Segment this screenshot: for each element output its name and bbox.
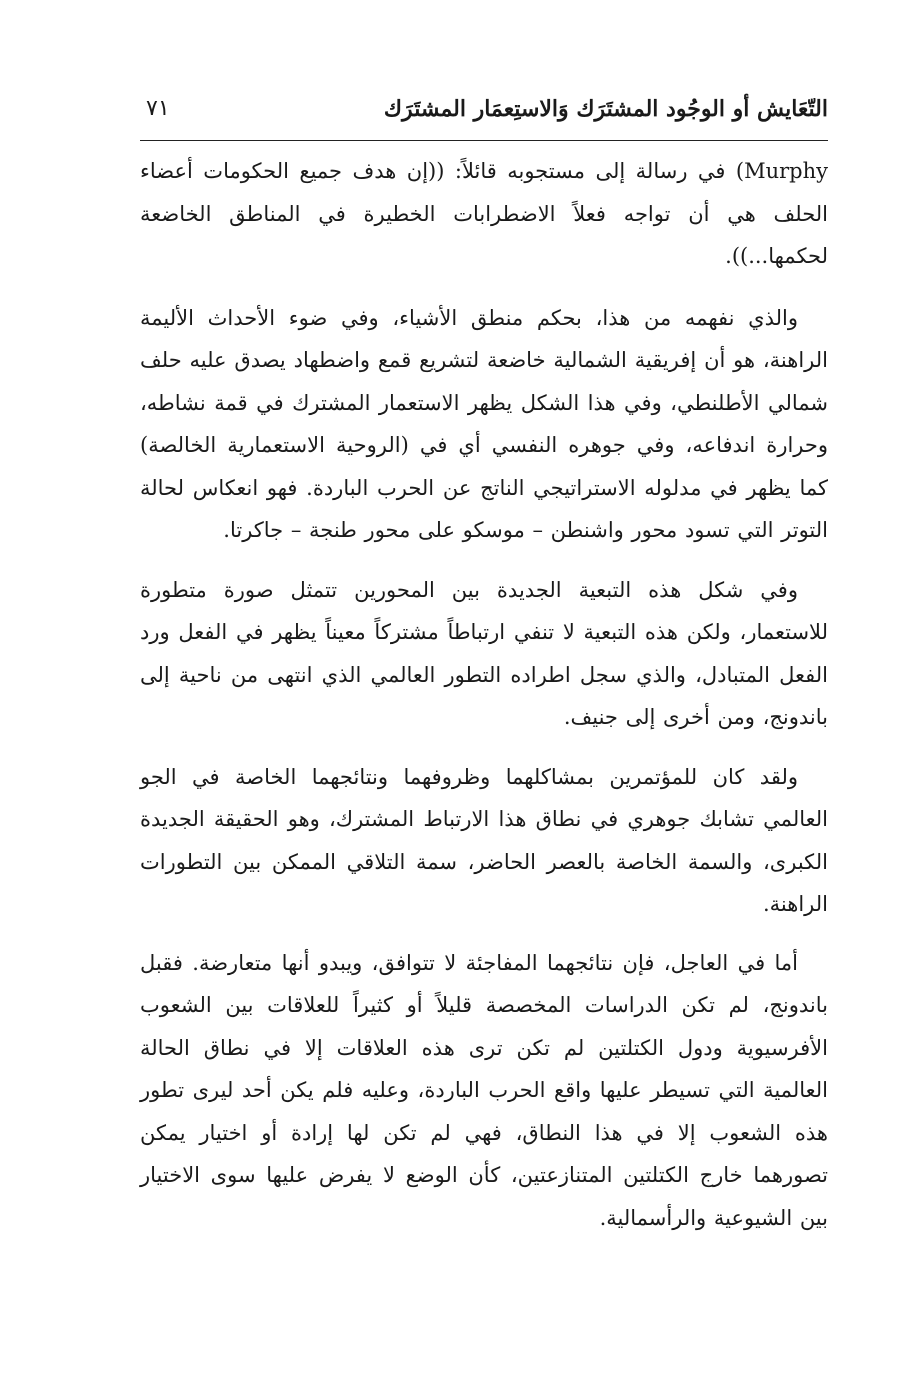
page-body: [140, 150, 828, 1239]
paragraph-2: والذي نفهمه من هذا، بحكم منطق الأشياء، وفي ضوء الأحداث الأليمة الراهنة، هو أن إفريقية الشمالية خاضعة لتشريع قمع واضطهاد يصدق عليه حلف شمالي الأطلنطي، وفي هذا الشكل يظهر الاستعمار المشترك في قمة نشاطه، وحرارة اندفاعه، وفي جوهره النفسي أي في (الروحية الاستعمارية الخالصة) كما يظهر في مدلوله الاستراتيجي الناتج عن الحرب الباردة. فهو انعكاس لحالة التوتر التي تسود محور واشنطن – موسكو على محور طنجة – جاكرتا.: [140, 305, 828, 542]
header-divider: [140, 140, 828, 141]
page-header: [140, 92, 828, 136]
paragraph-1: Murphy) في رسالة إلى مستجوبه قائلاً: ((إن هدف جميع الحكومات أعضاء الحلف هي أن تواجه فعلاً الاضطرابات الخطيرة في المناطق الخاضعة لحكمها...)).: [140, 159, 828, 268]
paragraph-5: أما في العاجل، فإن نتائجهما المفاجئة لا تتوافق، ويبدو أنها متعارضة. فقبل باندونج، لم تكن الدراسات المخصصة قليلاً أو كثيراً للعلاقات بين الشعوب الأفرسيوية ودول الكتلتين لم تكن ترى هذه العلاقات إلا في نطاق الحالة العالمية التي تسيطر عليها واقع الحرب الباردة، وعليه فلم يكن أحد ليرى تطور هذه الشعوب إلا في هذا النطاق، فهي لم تكن لها إرادة أو اختيار يمكن تصورهما خارج الكتلتين المتنازعتين، كأن الوضع لا يفرض عليها سوى الاختيار بين الشيوعية والرأسمالية.: [140, 950, 828, 1230]
running-title: التّعَايش أو الوجُود المشتَرَك وَالاستِعمَار المشتَرَك: [383, 96, 828, 122]
page-number: ٧١: [146, 96, 170, 121]
paragraph-3: وفي شكل هذه التبعية الجديدة بين المحورين تتمثل صورة متطورة للاستعمار، ولكن هذه التبعية لا تنفي ارتباطاً مشتركاً معيناً يظهر في الفعل ورد الفعل المتبادل، والذي سجل اطراده التطور العالمي الذي انتهى من ناحية إلى باندونج، ومن أخرى إلى جنيف.: [140, 577, 828, 729]
paragraph-4: ولقد كان للمؤتمرين بمشاكلهما وظروفهما ونتائجهما الخاصة في الجو العالمي تشابك جوهري في نطاق هذا الارتباط المشترك، وهو الحقيقة الجديدة الكبرى، والسمة الخاصة بالعصر الحاضر، سمة التلاقي الممكن بين التطورات الراهنة.: [140, 764, 828, 916]
